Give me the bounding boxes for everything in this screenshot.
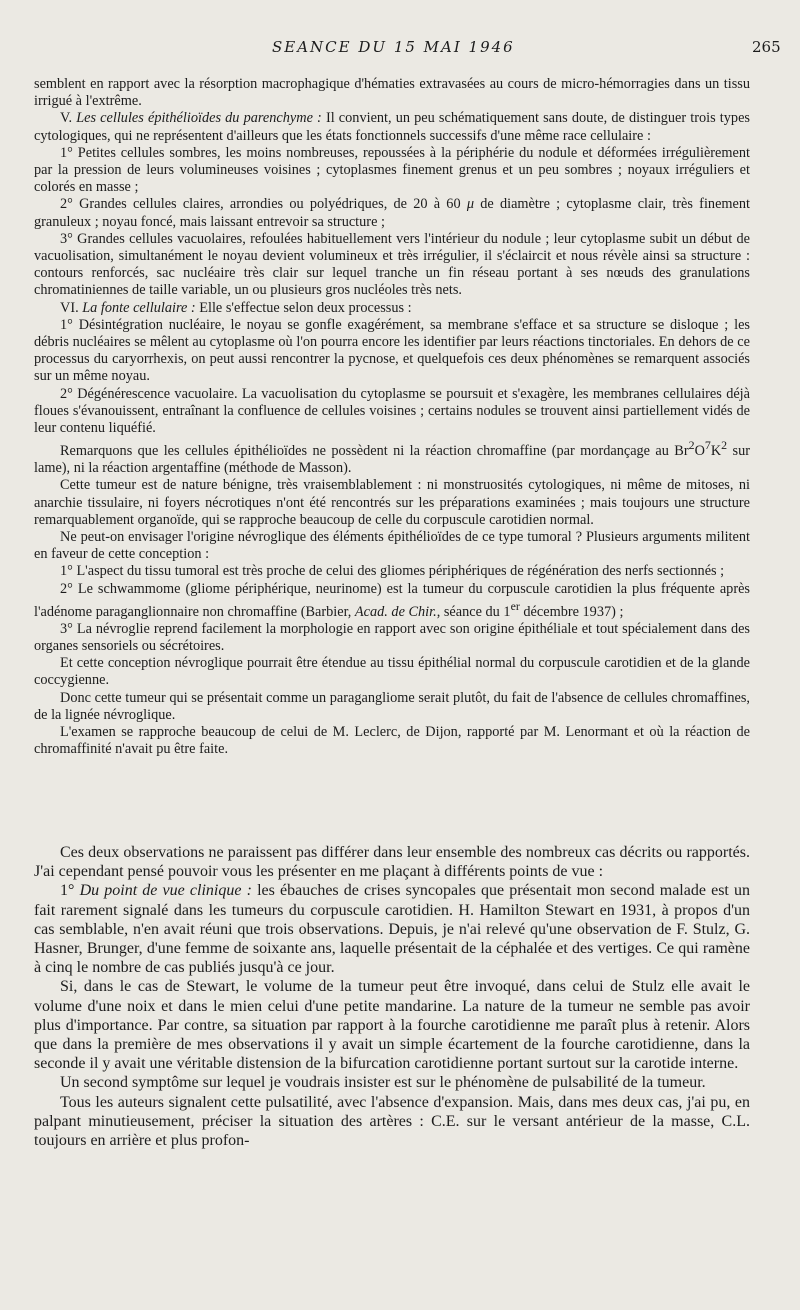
paragraph: L'examen se rapproche beaucoup de celui de M. Leclerc, de Dijon, rapporté par M. Lenormant et où la réaction de chromaffinité n'avait pu être faite. — [34, 724, 750, 758]
running-title: SEANCE DU 15 MAI 1946 — [272, 38, 515, 56]
paragraph: 2° Dégénérescence vacuolaire. La vacuolisation du cytoplasme se poursuit et s'exagère, les membranes cellulaires déjà floues s'évanouissent, entraînant la confluence de cellules voisines ; certains nodules se trouvent ainsi partiellement vidés de leur contenu liquéfié. — [34, 385, 750, 437]
paragraph-epithelioid-cells: V. Les cellules épithélioïdes du parenchyme : Il convient, un peu schématiquement sans doute, de distinguer trois types cytologiques, qui ne représentent d'ailleurs que les états fonctionnels successifs d'une même race cellulaire : — [34, 110, 750, 144]
section-heading: Du point de vue clinique : — [79, 882, 252, 900]
case-report-section — [34, 76, 750, 758]
paragraph: 3° Grandes cellules vacuolaires, refoulées habituellement vers l'intérieur du nodule ; leur cytoplasme subit un début de vacuolisation, simultanément le noyau devient volumineux et très irrégulier, il s'éclaircit et nous révèle ainsi sa structure : contours renforcés, sac nucléaire très clair sur lequel tranche un fin réseau portant à ses nœuds des granulations chromatiniennes de taille variable, un ou plusieurs gros nucléoles très nets. — [34, 230, 750, 299]
paragraph: Remarquons que les cellules épithélioïdes ne possèdent ni la réaction chromaffine (par mordançage au $Br^2O^7K^2$ sur lame), ni la réaction argentaffine (méthode de Masson). — [34, 438, 750, 477]
paragraph: Donc cette tumeur qui se présentait comme un paragangliome serait plutôt, du fait de l'absence de cellules chromaffines, de la lignée névroglique. — [34, 689, 750, 723]
paragraph: 2° Grandes cellules claires, arrondies ou polyédriques, de 20 à 60 μ de diamètre ; cytoplasme clair, très finement granuleux ; noyau foncé, mais laissant entrevoir sa structure ; — [34, 196, 750, 230]
section-heading: La fonte cellulaire : — [82, 299, 196, 316]
paragraph: semblent en rapport avec la résorption macrophagique d'hématies extravasées au cours de micro-hémorragies dans un tissu irrigué à l'extrême. — [34, 76, 750, 110]
paragraph: Ces deux observations ne paraissent pas différer dans leur ensemble des nombreux cas décrits ou rapportés. J'ai cependant pensé pouvoir vous les présenter en me plaçant à différents points de vue : — [34, 844, 750, 881]
page-header — [0, 38, 800, 58]
paragraph: 1° Désintégration nucléaire, le noyau se gonfle exagérément, sa membrane s'efface et sa structure se disloque ; les débris nucléaires se mêlent au cytoplasme où l'on pourra encore les identifier par leurs réactions tinctoriales. En dehors de ce processus du caryorrhexis, on peut aussi rencontrer la pycnose, et quelquefois ces deux phénomènes se remarquent associés sur un même noyau. — [34, 316, 750, 385]
paragraph: 1° L'aspect du tissu tumoral est très proche de celui des gliomes périphériques de régénération des nerfs sectionnés ; — [60, 563, 725, 580]
paragraph: 1° Petites cellules sombres, les moins nombreuses, repoussées à la périphérie du nodule et déformées irrégulièrement par la pression de leurs volumineuses voisines ; cytoplasmes finement grenus et un peu sombres ; noyaux irréguliers et colorés en masse ; — [34, 144, 750, 196]
paragraph: 3° La névroglie reprend facilement la morphologie en rapport avec son origine épithéliale et tout spécialement dans des organes sensoriels ou sécrétoires. — [34, 620, 750, 655]
paragraph: Cette tumeur est de nature bénigne, très vraisemblablement : ni monstruosités cytologiques, ni même de mitoses, ni anarchie tissulaire, ni foyers nécrotiques n'ont été rencontrés sur les préparations examinées ; mais toujours une structure remarquablement organoïde, qui se rapproche beaucoup de celle du corpuscule carotidien normal. — [34, 477, 750, 528]
paragraph: Et cette conception névroglique pourrait être étendue au tissu épithélial normal du corpuscule carotidien et de la glande coccygienne. — [34, 655, 750, 689]
section-heading: Les cellules épithélioïdes du parenchyme : — [76, 110, 322, 127]
page-number: 265 — [752, 38, 781, 56]
paragraph-clinical-view: 1° Du point de vue clinique : les ébauches de crises syncopales que présentait mon second malade est un fait rarement signalé dans les tumeurs du corpuscule carotidien. H. Hamilton Stewart en 1931, à propos d'un cas semblable, n'en avait réuni que trois observations. Depuis, je n'ai relevé qu'une observation de F. Stulz, G. Hasner, Brunger, d'une femme de soixante ans, laquelle présentait de la céphalée et des vertiges. Ce qui ramène à cinq le nombre de cas publiés jusqu'à ce jour. — [34, 882, 751, 977]
paragraph: Si, dans le cas de Stewart, le volume de la tumeur peut être invoqué, dans celui de Stulz elle avait le volume d'une noix et dans le mien celui d'une petite mandarine. La nature de la tumeur ne semble pas avoir plus d'importance. Par contre, sa situation par rapport à la fourche carotidienne me paraît plus à retenir. Alors que dans la première de mes observations il y avait un simple écartement de la fourche carotidienne, dans la seconde il y avait une véritable distension de la bifurcation carotidienne portant surtout sur la carotide interne. — [34, 978, 750, 1073]
author-commentary-section — [34, 843, 750, 1150]
citation: Acad. de Chir. — [354, 603, 437, 620]
paragraph: Ne peut-on envisager l'origine névroglique des éléments épithélioïdes de ce type tumoral ? Plusieurs arguments militent en faveur de cette conception : — [34, 529, 750, 563]
paragraph: Un second symptôme sur lequel je voudrais insister est sur le phénomène de pulsabilité de la tumeur. — [60, 1074, 706, 1092]
paragraph: Tous les auteurs signalent cette pulsatilité, avec l'absence d'expansion. Mais, dans mes deux cas, j'ai pu, en palpant minutieusement, préciser la situation des artères : C.E. sur le versant antérieur de la masse, C.L. toujours en arrière et plus profon- — [34, 1093, 750, 1150]
paragraph-cell-breakdown: VI. La fonte cellulaire : Elle s'effectue selon deux processus : — [60, 299, 412, 316]
paragraph: 2° Le schwammome (gliome périphérique, neurinome) est la tumeur du corpuscule carotidien la plus fréquente après l'adénome paraganglionnaire non chromaffine (Barbier, Acad. de Chir., séance du 1er décembre 1937) ; — [34, 580, 750, 620]
